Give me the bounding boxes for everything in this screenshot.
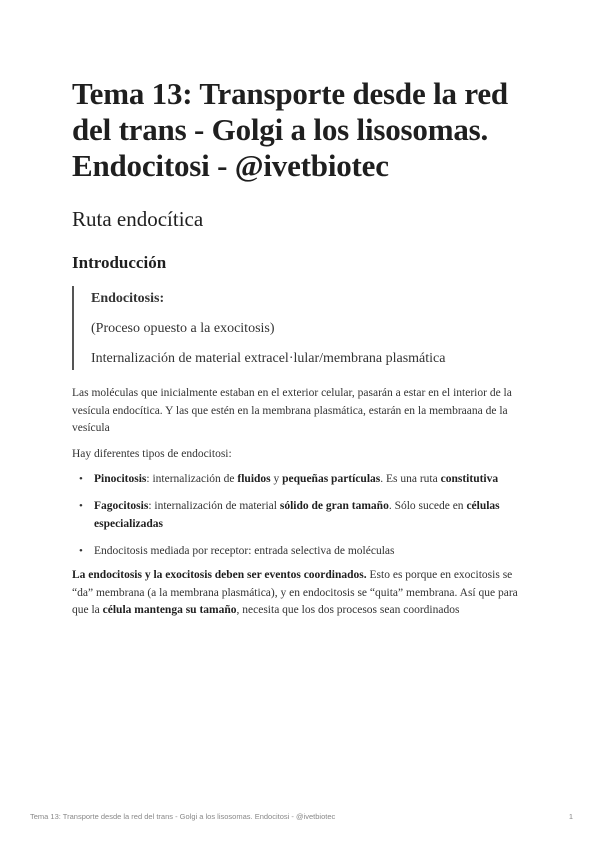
bullet-icon: • (79, 473, 83, 485)
paragraph-types: Hay diferentes tipos de endocitosi: (72, 448, 232, 460)
page-number: 1 (568, 812, 573, 821)
quote-line-1: Endocitosis: (91, 291, 165, 306)
section-heading: Ruta endocítica (72, 207, 204, 231)
blockquote (72, 286, 514, 370)
list-item (72, 542, 528, 560)
page-footer (30, 812, 573, 821)
footer-title: Tema 13: Transporte desde la red del trans - Golgi a los lisosomas. Endocitosi - @ivetbiotec (30, 812, 336, 821)
list-item: • Pinocitosis: internalización de fluidos y pequeñas partículas. Es una ruta constitutiva (72, 470, 528, 488)
term-pinocitosis: Pinocitosis (94, 473, 147, 485)
list-item: • Fagocitosis: internalización de material sólido de gran tamaño. Sólo sucede en células especializadas (72, 497, 528, 533)
paragraph-intro: Las moléculas que inicialmente estaban en el exterior celular, pasarán a estar en el interior de la vesícula endocítica. Y las que estén en la membrana plasmática, estarán en la membraana de la vesícula (72, 387, 512, 434)
quote-line-2: (Proceso opuesto a la exocitosis) (91, 321, 275, 336)
endocytosis-types-list (72, 470, 528, 560)
quote-line-3: Internalización de material extracel·lular/membrana plasmática (91, 351, 446, 366)
item-receptor-text: Endocitosis mediada por receptor: entrada selectiva de moléculas (94, 545, 395, 557)
subsection-heading: Introducción (72, 253, 167, 272)
bullet-icon: • (79, 545, 83, 557)
page-title: Tema 13: Transporte desde la red del trans - Golgi a los lisosomas. Endocitosi - @ivetbiotec (72, 76, 508, 183)
bullet-icon: • (79, 500, 83, 512)
term-fagocitosis: Fagocitosis (94, 500, 149, 512)
paragraph-coordination: La endocitosis y la exocitosis deben ser eventos coordinados. Esto es porque en exocitosis se “da” membrana (a la membrana plasmática), y en endocitosis se “quita” membrana. Así que para que la célula mantenga su tamaño, necesita que los dos procesos sean coordinados (72, 569, 518, 616)
